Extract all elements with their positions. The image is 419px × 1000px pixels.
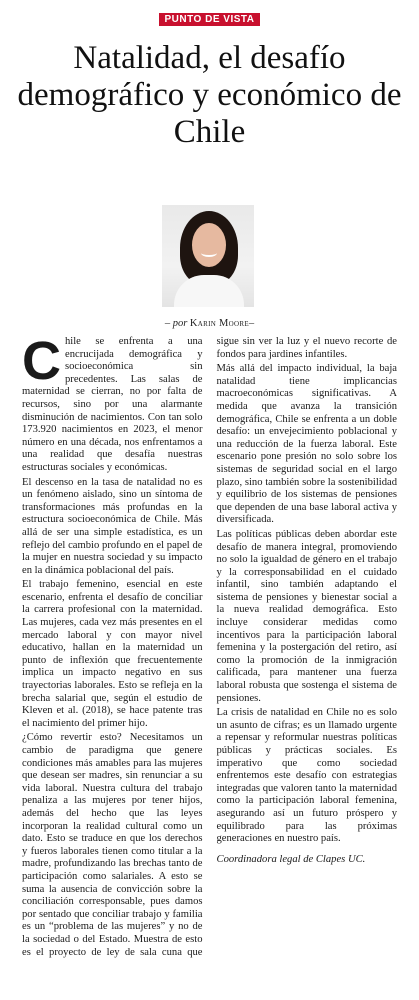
drop-cap: C <box>22 331 61 391</box>
byline <box>0 318 419 329</box>
section-label-text: PUNTO DE VISTA <box>159 13 261 26</box>
article-paragraph: ¿Cómo revertir esto? Necesitamos un cambio de paradigma que genere condiciones más amables para las mujeres que desean ser madres, sin renunciar a su vida laboral. Nuestra cultura del trabajo penaliza a las mujeres por tener hijos, además del hecho que las leyes incorporan la realidad cultural como un dato. Esto se traduce en que los derechos y fueros laborales tienen como titular a la madre, profundizando las brechas tanto de participación como salariales. A esto se suma la ausencia de convicción sobre la conciliación corresponsable, pues damos por sentado que conciliar trabajo y familia es un “problema de las mujeres” y no de la sociedad o del Estado. Muestra de esto es el proyecto de ley de sala cuna que sigue sin ver la luz y el nuevo recorte de fondos para jardines infantiles. <box>22 336 397 958</box>
article-paragraph: La crisis de natalidad en Chile no es solo un asunto de cifras; es un llamado urgente a repensar y reformular nuestras políticas públicas y prácticas sociales. Es imperativo que como sociedad enfrentemos este desafío con estrategias integradas que valoren tanto la maternidad como la participación laboral femenina, asegurando así un futuro próspero y equilibrado para las próximas generaciones en nuestro país. <box>216 707 397 845</box>
article-paragraph: Más allá del impacto individual, la baja natalidad tiene implicancias macroeconómicas significativas. A medida que avanza la transición demográfica, Chile se enfrenta a un doble desafío: un envejecimiento poblacional y una reducción de la fuerza laboral. Este escenario pone presión no solo sobre los sistemas de seguridad social en el largo plazo, sino también sobre la sostenibilidad y equilibrio de los sistemas de pensiones que dependen de una base laboral activa y diversificada. <box>216 363 397 526</box>
author-name: Karin Moore <box>189 318 249 329</box>
article-paragraph: El trabajo femenino, esencial en este escenario, enfrenta el desafío de conciliar la carrera profesional con la maternidad. Las mujeres, cada vez más presentes en el mercado laboral y con mayor nivel educativo, hallan en la maternidad un punto de inflexión que frecuentemente implica un impacto negativo en sus trayectorias laborales. Esto se refleja en la brecha salarial que, según el estudio de Kleven et al. (2018), se hace patente tras el nacimiento del primer hijo. <box>22 579 203 729</box>
article-paragraph: Chile se enfrenta a una encrucijada demográfica y socioeconómica sin precedentes. Las salas de maternidad se cierran, no por falta de recursos, sino por una alarmante disminución de nacimientos. Con tan solo 173.920 nacimientos en 2023, el menor número en una década, nos enfrentamos a una realidad que desafía nuestras estructuras sociales y económicas. <box>22 331 203 473</box>
byline-prefix: – por <box>164 318 188 329</box>
headline: Natalidad, el desafío demográfico y económico de Chile <box>17 40 402 150</box>
article-paragraph: Las políticas públicas deben abordar este desafío de manera integral, promoviendo no solo la igualdad de género en el trabajo y la corresponsabilidad en el cuidado infantil, sino también adaptando el sistema de pensiones y bienestar social a la nueva realidad demográfica. Esto incluye considerar medidas como incentivos para la participación laboral femenina y la postergación del retiro, así como la promoción de la inmigración calificada, para mantener una fuerza laboral robusta que sostenga el sistema de pensiones. <box>216 528 397 704</box>
article-body <box>22 331 397 966</box>
author-signature: Coordinadora legal de Clapes UC. <box>216 853 366 865</box>
byline-suffix: – <box>248 318 255 329</box>
article-paragraph: El descenso en la tasa de natalidad no es un fenómeno aislado, sino un síntoma de transformaciones más profundas en la estructura socioeconómica de Chile. Más allá de ser una simple estadística, es un reflejo del cambio profundo en el papel de la mujer en nuestra sociedad y su impacto en la dinámica poblacional del país. <box>22 476 203 576</box>
author-photo <box>162 205 254 307</box>
section-label <box>0 14 419 25</box>
